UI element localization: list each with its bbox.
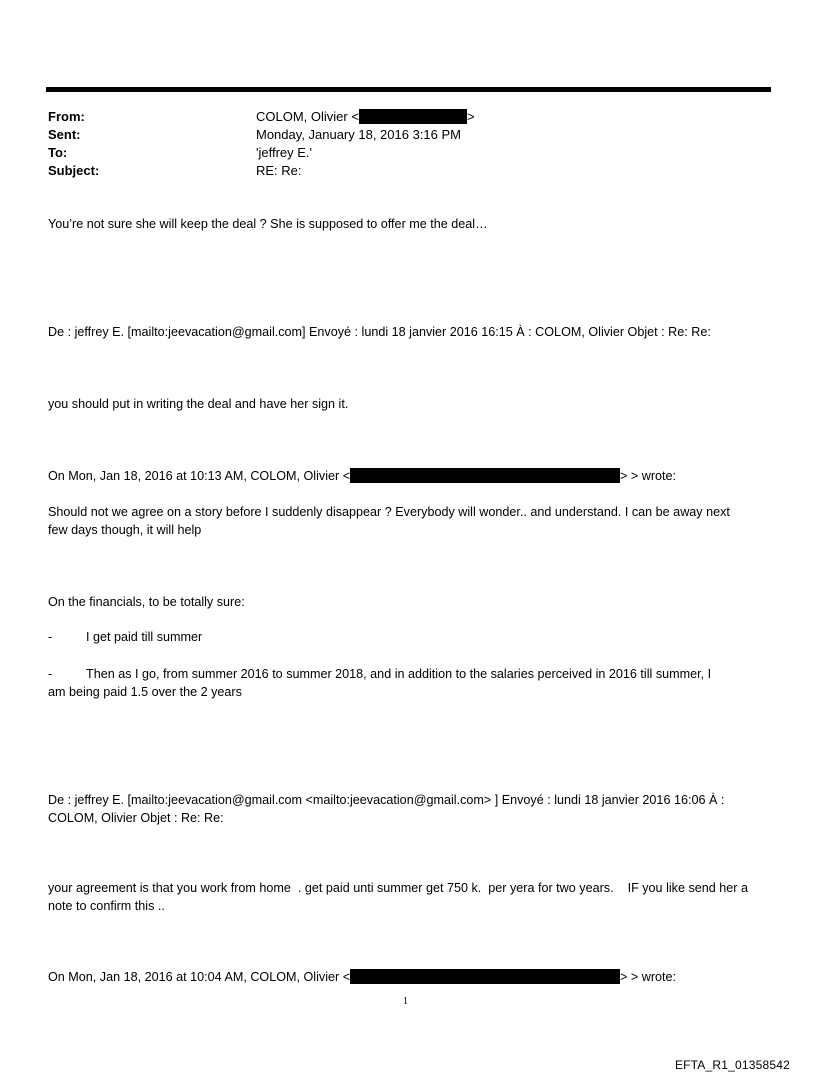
quoted-header-1: De : jeffrey E. [mailto:jeevacation@gmail.com] Envoyé : lundi 18 janvier 2016 16:15 À : COLOM, Olivier Objet : Re: Re: (48, 325, 711, 339)
quote-intro-2-suffix: > > wrote: (620, 970, 677, 984)
bullet-marker-1: - (48, 630, 53, 644)
quote-intro-1-prefix: On Mon, Jan 18, 2016 at 10:13 AM, COLOM, Olivier < (48, 469, 351, 483)
body-paragraph-6: On the financials, to be totally sure: (48, 595, 245, 609)
quote-intro-2-prefix: On Mon, Jan 18, 2016 at 10:04 AM, COLOM, Olivier < (48, 970, 351, 984)
document-id: EFTA_R1_01358542 (674, 1058, 790, 1072)
redaction-box (350, 468, 620, 483)
quote-intro-2 (48, 968, 773, 986)
bullet-item-2-line-1: Then as I go, from summer 2016 to summer 2018, and in addition to the salaries perceived in 2016 till summer, I (86, 667, 712, 681)
body-paragraph-1: You’re not sure she will keep the deal ? She is supposed to offer me the deal… (48, 217, 488, 231)
sent-label: Sent: (48, 127, 81, 142)
redaction-box (350, 969, 620, 984)
sent-value: Monday, January 18, 2016 3:16 PM (256, 127, 461, 142)
quoted-header-2: De : jeffrey E. [mailto:jeevacation@gmail.com <mailto:jeevacation@gmail.com> ] Envoyé : lundi 18 janvier 2016 16:06 À : COLOM, Olivier Objet : Re: Re: (48, 793, 728, 825)
quote-intro-1-suffix: > > wrote: (620, 469, 677, 483)
subject-value: RE: Re: (256, 163, 302, 178)
quote-intro-1 (48, 467, 773, 485)
bullet-marker-2: - (48, 667, 53, 681)
from-label: From: (48, 109, 85, 124)
body-paragraph-8: your agreement is that you work from home . get paid unti summer get 750 k. per yera for two years. IF you like send her a note to confirm this .. (48, 881, 752, 913)
body-paragraph-3: you should put in writing the deal and have her sign it. (48, 397, 349, 411)
page-number: 1 (403, 996, 408, 1007)
body-paragraph-5: Should not we agree on a story before I suddenly disappear ? Everybody will wonder.. and understand. I can be away next few days though, it will help (48, 505, 734, 537)
subject-label: Subject: (48, 163, 100, 178)
bullet-item-1: I get paid till summer (86, 630, 203, 644)
header-rule (46, 87, 771, 92)
bullet-item-2-line-2: am being paid 1.5 over the 2 years (48, 685, 242, 699)
redaction-box (359, 109, 467, 124)
to-value: 'jeffrey E.' (256, 145, 313, 160)
to-label: To: (48, 145, 68, 160)
from-close: > (466, 109, 475, 124)
from-value (256, 108, 475, 126)
from-name: COLOM, Olivier < (256, 109, 359, 124)
